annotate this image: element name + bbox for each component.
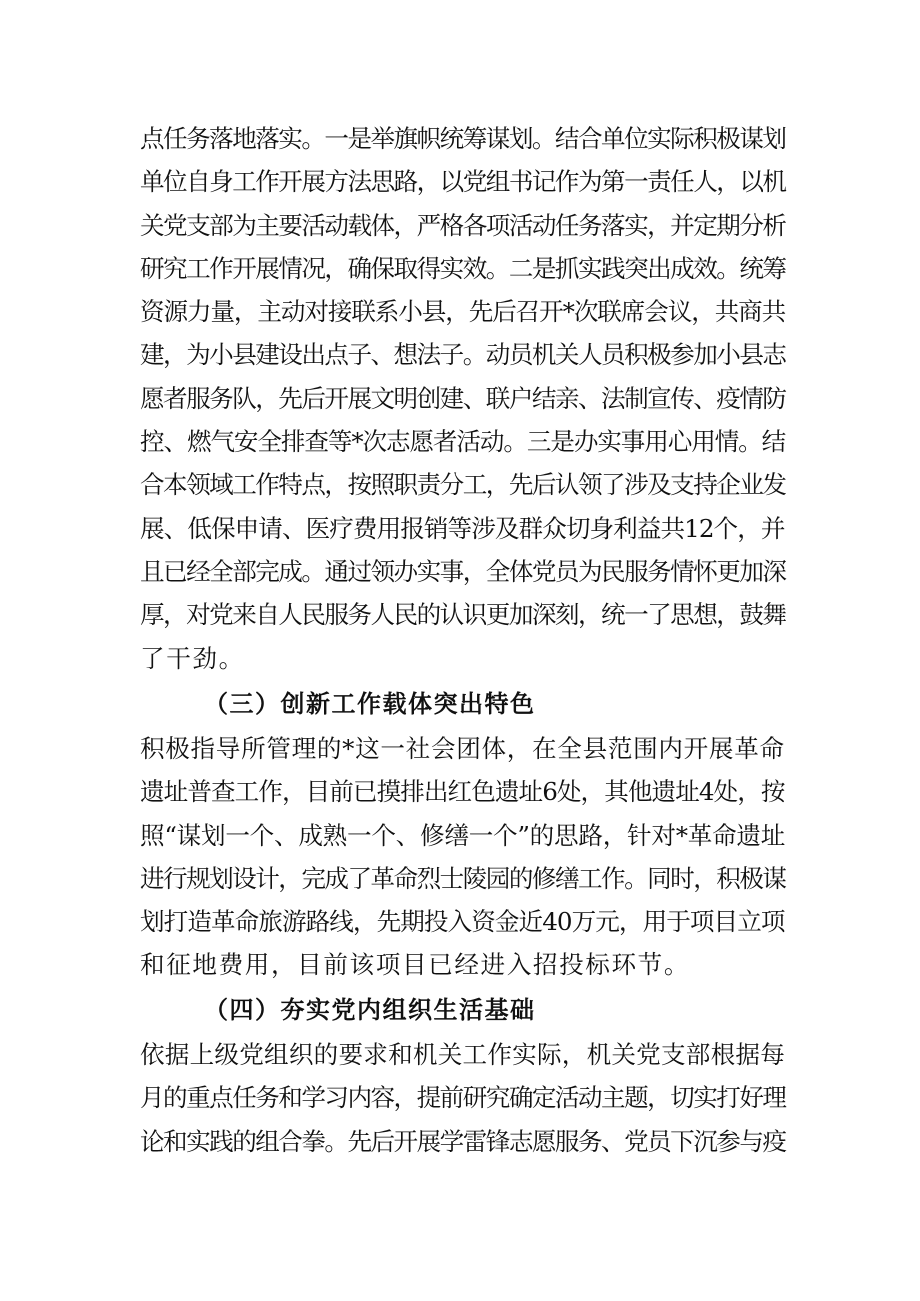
paragraph-line: 展、低保申请、医疗费用报销等涉及群众切身利益共12个，并 [140, 513, 785, 543]
paragraph-line: 控、燃气安全排查等*次志愿者活动。三是办实事用心用情。结 [140, 427, 786, 457]
paragraph-line: 厚，对党来自人民服务人民的认识更加深刻，统一了思想，鼓舞 [140, 600, 786, 630]
paragraph-line: 资源力量，主动对接联系小县，先后召开*次联席会议，共商共 [140, 297, 786, 327]
paragraph-line: 点任务落地落实。一是举旗帜统筹谋划。结合单位实际积极谋划 [140, 124, 786, 153]
section-heading-3: （三）创新工作载体突出特色 [204, 690, 536, 718]
paragraph-line: 研究工作开展情况，确保取得实效。二是抓实践突出成效。统筹 [140, 253, 786, 283]
paragraph-line: 单位自身工作开展方法思路，以党组书记作为第一责任人，以机 [140, 167, 786, 197]
paragraph-line: 积极指导所管理的*这一社会团体，在全县范围内开展革命 [140, 734, 785, 763]
paragraph-line: 关党支部为主要活动载体，严格各项活动任务落实，并定期分析 [140, 210, 786, 240]
paragraph-line: 进行规划设计，完成了革命烈士陵园的修缮工作。同时，积极谋 [140, 863, 786, 893]
paragraph-line: 愿者服务队，先后开展文明创建、联户结亲、法制宣传、疫情防 [140, 383, 786, 413]
paragraph-line: 划打造革命旅游路线，先期投入资金近40万元，用于项目立项 [140, 907, 785, 937]
paragraph-line: 遗址普查工作，目前已摸排出红色遗址6处，其他遗址4处，按 [140, 777, 785, 807]
paragraph-line: 论和实践的组合拳。先后开展学雷锋志愿服务、党员下沉参与疫 [140, 1126, 786, 1156]
body-paragraph-3 [140, 1033, 785, 1163]
paragraph-line: 且已经全部完成。通过领办实事，全体党员为民服务情怀更加深 [140, 556, 786, 586]
paragraph-line: 照“谋划一个、成熟一个、修缮一个”的思路，针对*革命遗址 [140, 820, 786, 850]
paragraph-line: 依据上级党组织的要求和机关工作实际，机关党支部根据每 [140, 1040, 786, 1069]
paragraph-line: 月的重点任务和学习内容，提前研究确定活动主题，切实打好理 [140, 1083, 786, 1113]
body-paragraph-1 [140, 117, 785, 680]
body-paragraph-2 [140, 727, 785, 987]
paragraph-line: 和征地费用，目前该项目已经进入招投标环节。 [140, 950, 691, 980]
paragraph-line: 合本领域工作特点，按照职责分工，先后认领了涉及支持企业发 [140, 470, 786, 500]
section-heading-4: （四）夯实党内组织生活基础 [204, 996, 536, 1024]
paragraph-line: 了干劲。 [140, 643, 245, 673]
paragraph-line: 建，为小县建设出点子、想法子。动员机关人员积极参加小县志 [140, 340, 786, 370]
